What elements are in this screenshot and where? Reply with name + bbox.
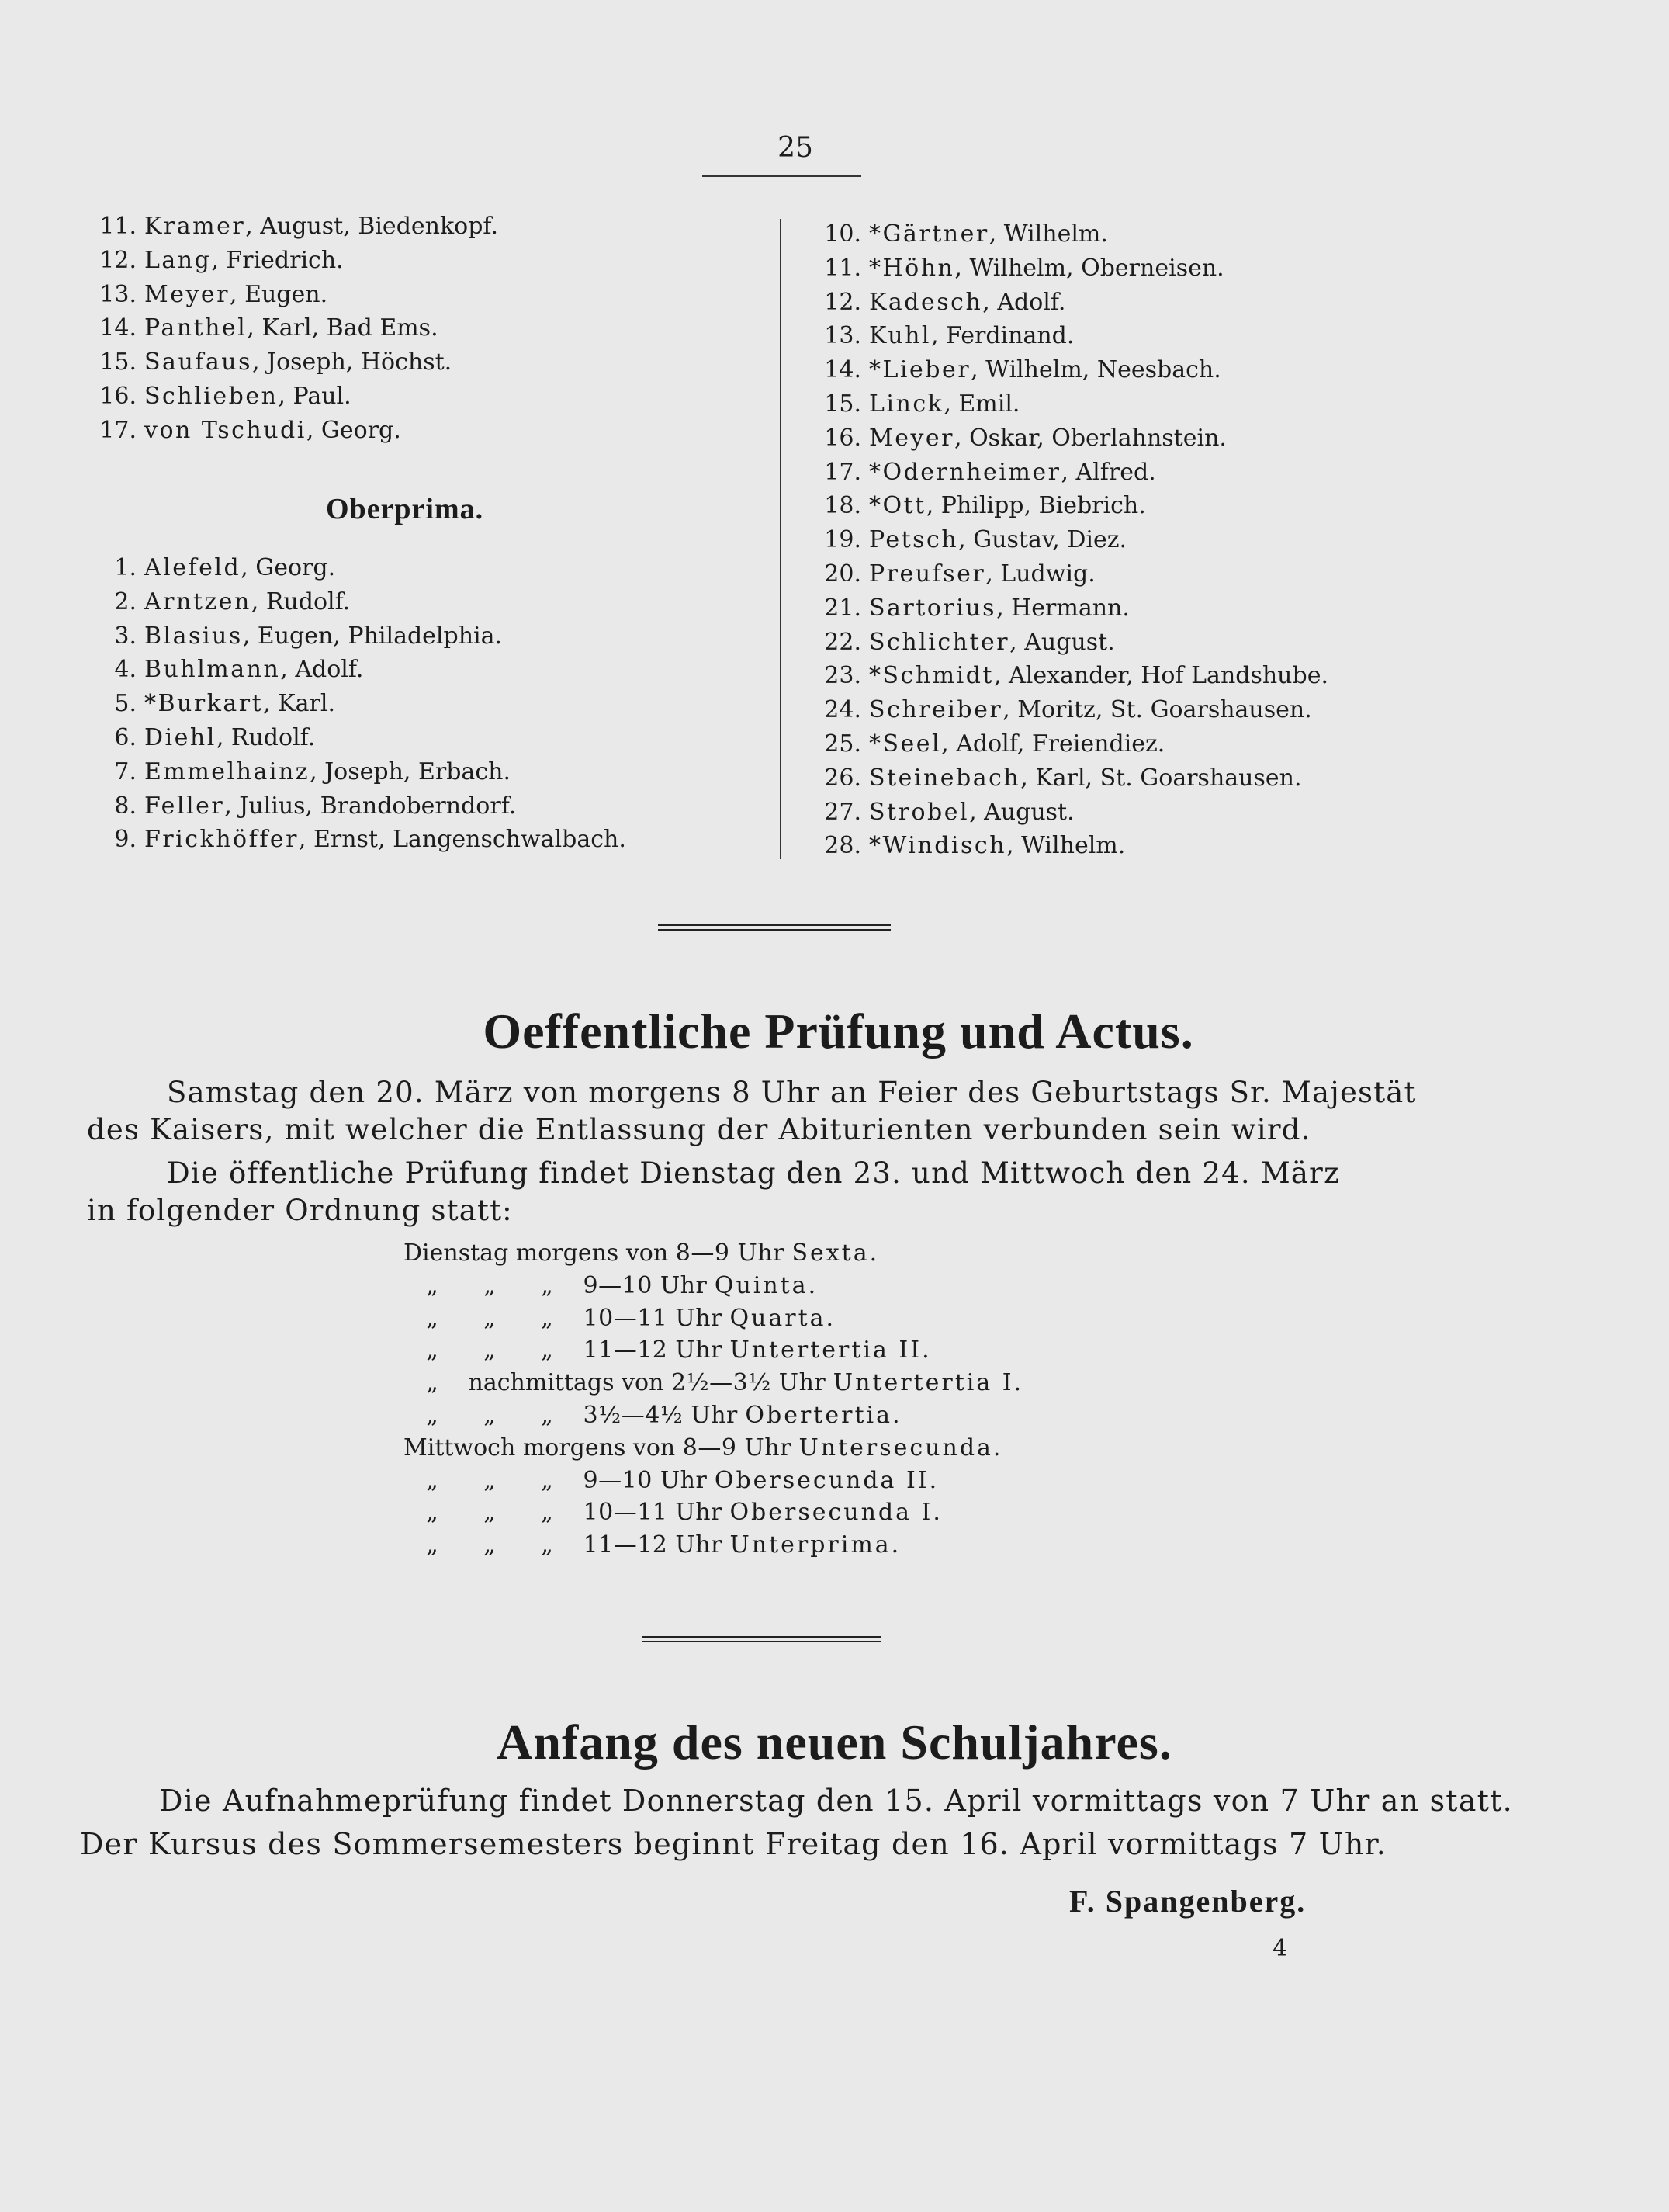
exam-heading: Oeffentliche Prüfung und Actus. bbox=[483, 1004, 1194, 1059]
exam-paragraph-line: in folgender Ordnung statt: bbox=[87, 1194, 513, 1227]
list-item: 6. Diehl, Rudolf. bbox=[114, 723, 316, 751]
list-item: 14. *Lieber, Wilhelm, Neesbach. bbox=[824, 356, 1221, 384]
exam-paragraph-line: Samstag den 20. März von morgens 8 Uhr an Feier des Geburtstags Sr. Majestät bbox=[167, 1076, 1417, 1109]
schedule-row: „ „ „ 10—11 Uhr Quarta. bbox=[426, 1304, 836, 1332]
list-item: 19. Petsch, Gustav, Diez. bbox=[824, 526, 1127, 554]
list-item: 9. Frickhöffer, Ernst, Langenschwalbach. bbox=[114, 826, 626, 854]
list-item: 10. *Gärtner, Wilhelm. bbox=[824, 220, 1108, 248]
list-item: 17. *Odernheimer, Alfred. bbox=[824, 458, 1156, 486]
list-item: 7. Emmelhainz, Joseph, Erbach. bbox=[114, 758, 511, 785]
list-item: 28. *Windisch, Wilhelm. bbox=[824, 832, 1126, 860]
list-item: 24. Schreiber, Moritz, St. Goarshausen. bbox=[824, 696, 1312, 724]
list-item: 26. Steinebach, Karl, St. Goarshausen. bbox=[824, 764, 1302, 792]
list-item: 16. Schlieben, Paul. bbox=[99, 382, 351, 410]
list-item: 21. Sartorius, Hermann. bbox=[824, 594, 1130, 622]
list-item: 13. Kuhl, Ferdinand. bbox=[824, 322, 1075, 350]
list-item: 5. *Burkart, Karl. bbox=[114, 690, 336, 718]
oberprima-heading: Oberprima. bbox=[326, 493, 484, 525]
list-item: 2. Arntzen, Rudolf. bbox=[114, 588, 351, 615]
list-item: 15. Linck, Emil. bbox=[824, 390, 1020, 418]
exam-paragraph-line: des Kaisers, mit welcher die Entlassung der Abiturienten verbunden sein wird. bbox=[87, 1113, 1311, 1146]
right-student-list bbox=[812, 217, 1588, 863]
schedule-row: „ „ „ 11—12 Uhr Unterprima. bbox=[426, 1531, 902, 1559]
list-item: 12. Lang, Friedrich. bbox=[99, 246, 344, 274]
schedule-row: „ „ „ 9—10 Uhr Quinta. bbox=[426, 1271, 819, 1299]
schedule-row: „ „ „ 3½—4½ Uhr Obertertia. bbox=[426, 1401, 902, 1429]
list-item: 13. Meyer, Eugen. bbox=[99, 280, 328, 308]
school-year-paragraph-line: Die Aufnahmeprüfung findet Donnerstag den 15. April vormittags von 7 Uhr an statt. bbox=[159, 1784, 1513, 1818]
column-divider bbox=[780, 219, 781, 859]
schedule-row: „ „ „ 11—12 Uhr Untertertia II. bbox=[426, 1337, 932, 1364]
section-divider bbox=[642, 1636, 881, 1642]
list-item: 4. Buhlmann, Adolf. bbox=[114, 656, 364, 684]
school-year-paragraph-line: Der Kursus des Sommersemesters beginnt Freitag den 16. April vormittags 7 Uhr. bbox=[80, 1827, 1387, 1861]
schedule-row: Dienstag morgens von 8—9 Uhr Sexta. bbox=[403, 1239, 880, 1267]
list-item: 3. Blasius, Eugen, Philadelphia. bbox=[114, 622, 503, 650]
schedule-row: „ „ „ 10—11 Uhr Obersecunda I. bbox=[426, 1499, 943, 1527]
list-item: 12. Kadesch, Adolf. bbox=[824, 288, 1066, 316]
list-item: 15. Saufaus, Joseph, Höchst. bbox=[99, 348, 452, 376]
section-divider bbox=[658, 924, 891, 931]
school-year-heading: Anfang des neuen Schuljahres. bbox=[497, 1714, 1172, 1770]
left-student-list bbox=[87, 210, 754, 448]
list-item: 17. von Tschudi, Georg. bbox=[99, 416, 401, 444]
list-item: 16. Meyer, Oskar, Oberlahnstein. bbox=[824, 424, 1227, 452]
schedule-row: Mittwoch morgens von 8—9 Uhr Untersecunda. bbox=[403, 1434, 1003, 1461]
list-item: 23. *Schmidt, Alexander, Hof Landshube. bbox=[824, 662, 1328, 690]
page-number-rule bbox=[702, 175, 861, 177]
list-item: 11. Kramer, August, Biedenkopf. bbox=[99, 213, 498, 240]
list-item: 11. *Höhn, Wilhelm, Oberneisen. bbox=[824, 254, 1224, 282]
oberprima-list bbox=[87, 551, 626, 857]
sheet-number: 4 bbox=[1273, 1935, 1288, 1962]
page-number: 25 bbox=[777, 132, 813, 164]
list-item: 27. Strobel, August. bbox=[824, 798, 1075, 826]
list-item: 22. Schlichter, August. bbox=[824, 628, 1115, 656]
schedule-row: „ „ „ 9—10 Uhr Obersecunda II. bbox=[426, 1466, 940, 1494]
exam-schedule bbox=[403, 1237, 1023, 1562]
list-item: 1. Alefeld, Georg. bbox=[114, 554, 336, 581]
schedule-row: „ nachmittags von 2½—3½ Uhr Untertertia I. bbox=[426, 1369, 1024, 1397]
list-item: 20. Preufser, Ludwig. bbox=[824, 560, 1096, 588]
list-item: 14. Panthel, Karl, Bad Ems. bbox=[99, 314, 438, 342]
list-item: 25. *Seel, Adolf, Freiendiez. bbox=[824, 730, 1165, 758]
list-item: 8. Feller, Julius, Brandoberndorf. bbox=[114, 792, 517, 820]
list-item: 18. *Ott, Philipp, Biebrich. bbox=[824, 492, 1146, 520]
signature: F. Spangenberg. bbox=[1069, 1884, 1307, 1919]
exam-paragraph-line: Die öffentliche Prüfung findet Dienstag den 23. und Mittwoch den 24. März bbox=[167, 1156, 1340, 1190]
